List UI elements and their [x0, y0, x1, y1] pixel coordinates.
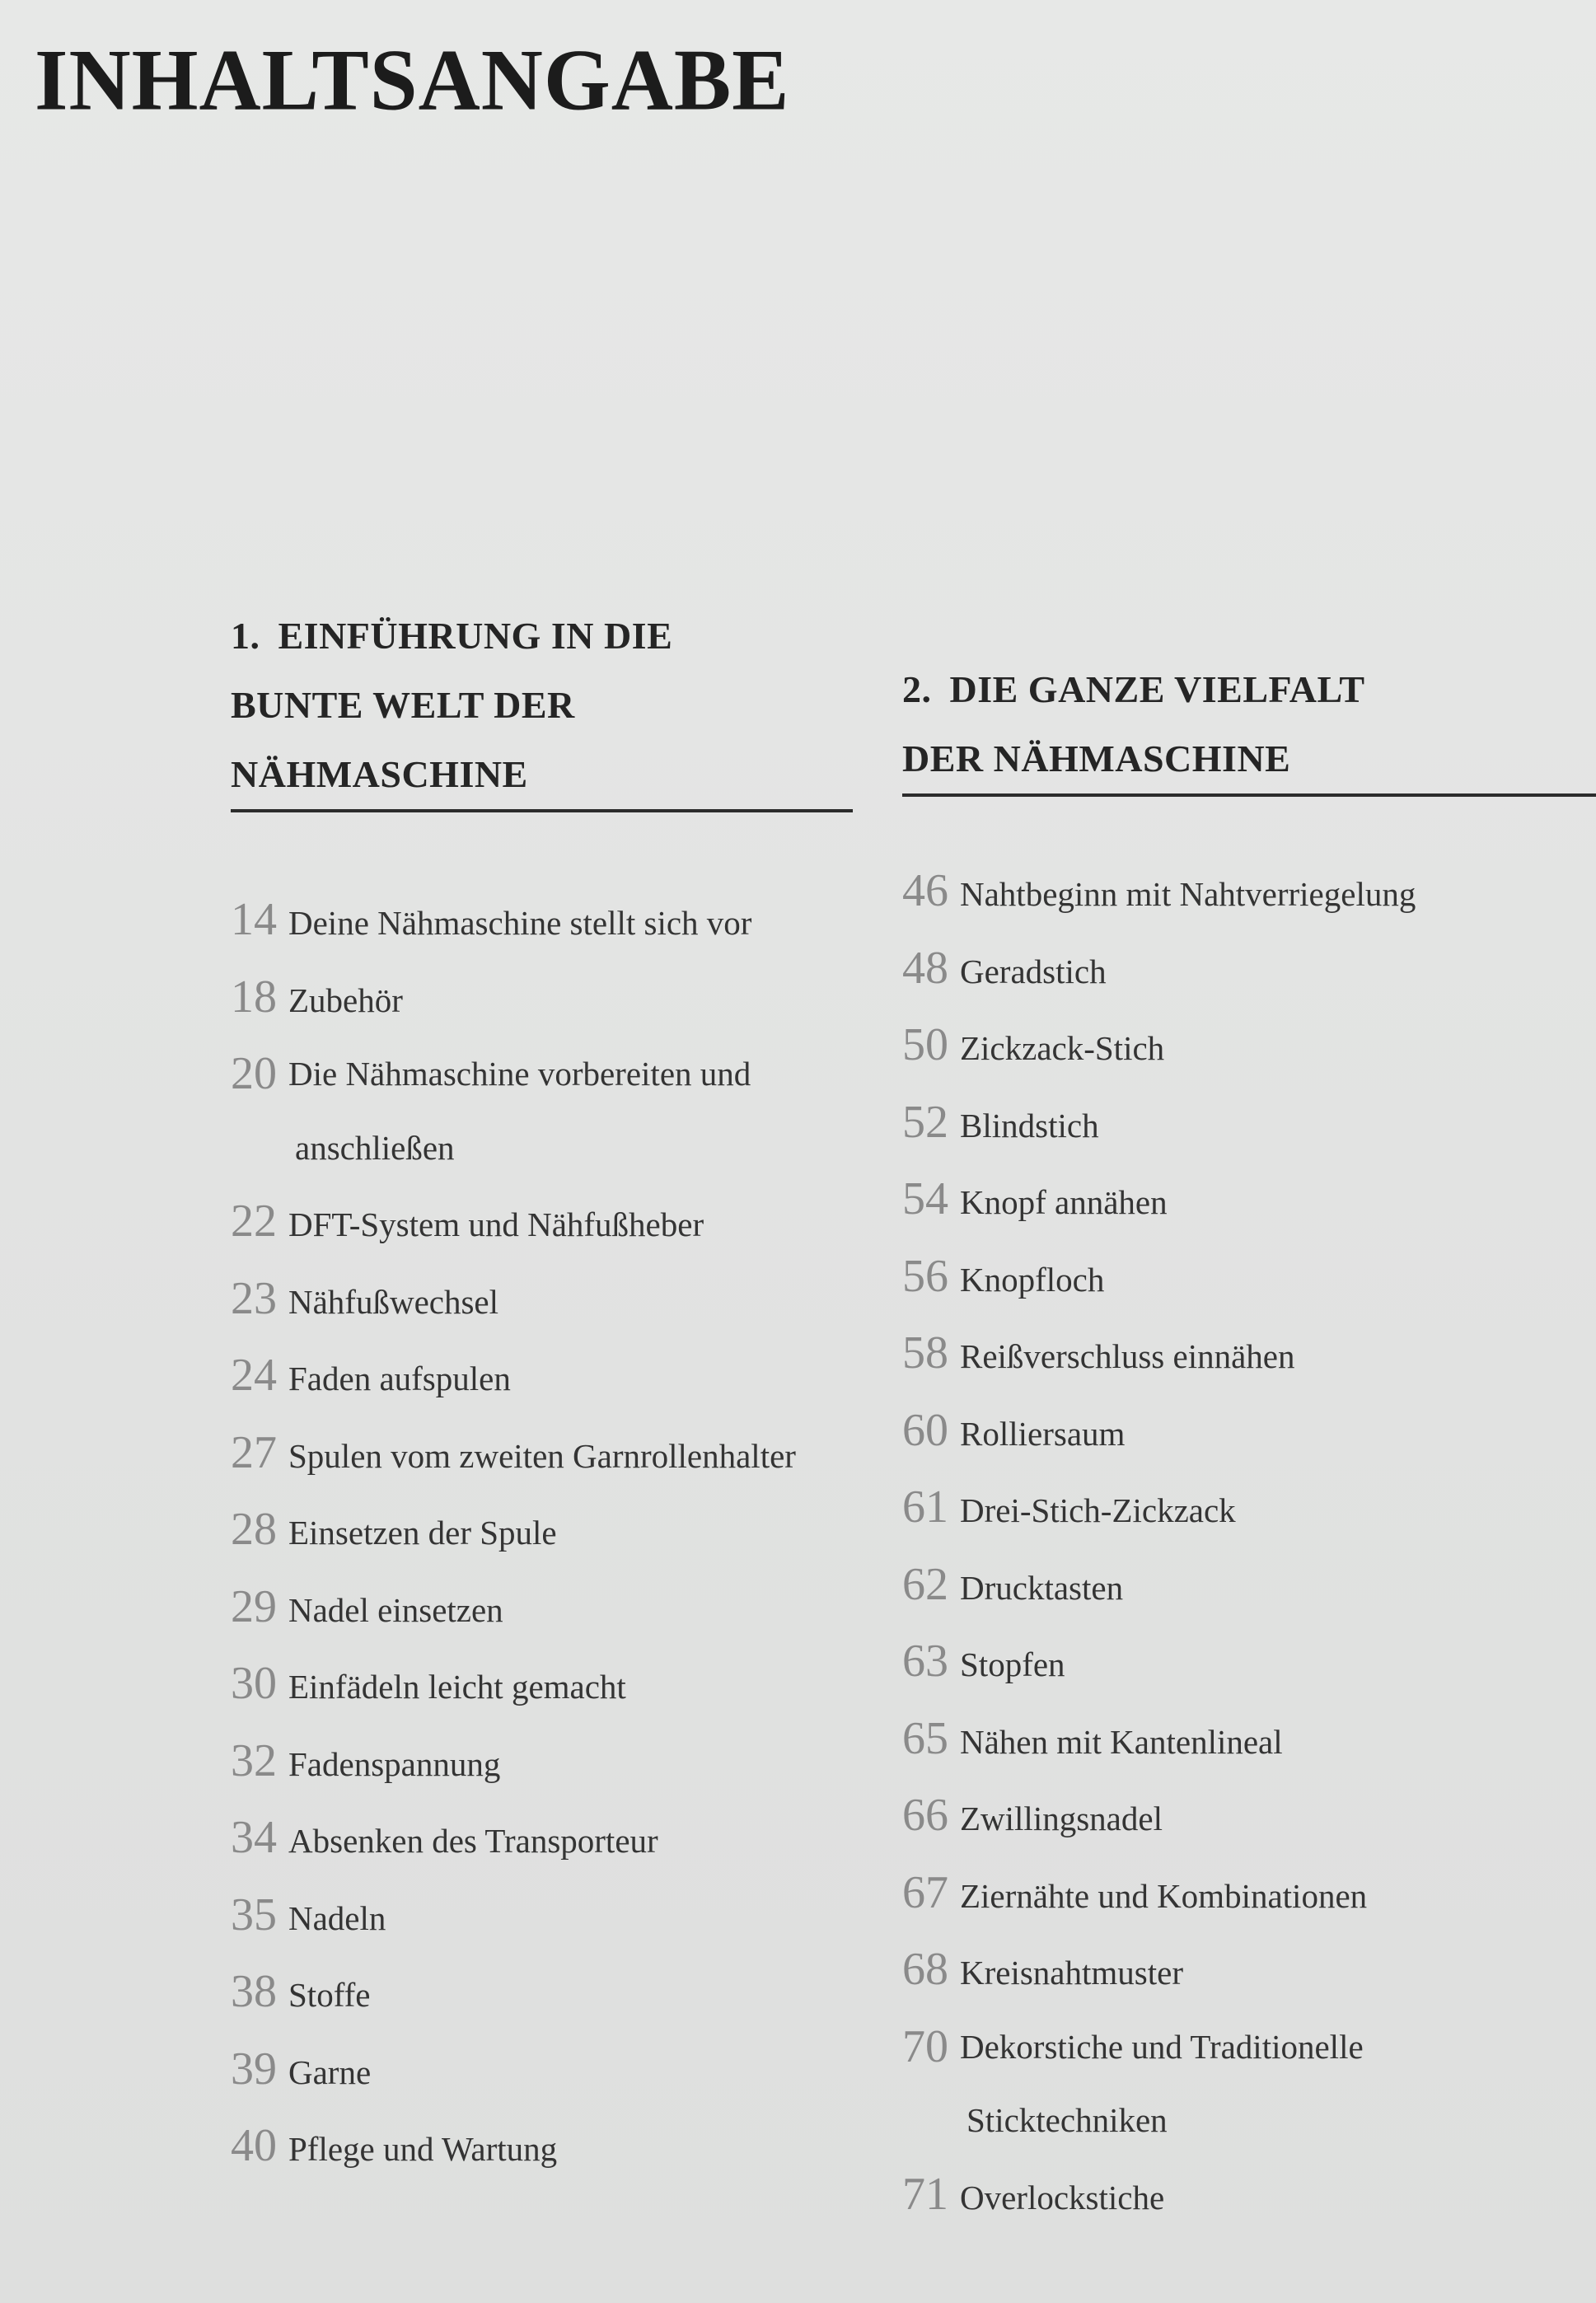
toc-entry [231, 1416, 853, 1494]
toc-page-number: 48 [902, 942, 948, 994]
toc-entry-title: Einfädeln leicht gemacht [288, 1668, 626, 1706]
section-2-heading [902, 655, 1596, 793]
toc-entry [902, 1163, 1596, 1240]
toc-entry [231, 1570, 853, 1648]
toc-page-number: 24 [231, 1350, 277, 1401]
toc-entry-title: Kreisnahtmuster [960, 1954, 1183, 1992]
toc-entry [902, 2158, 1596, 2235]
toc-entry-title-continued: Sticktechniken [966, 2101, 1168, 2139]
toc-page-number: 70 [902, 2020, 948, 2072]
toc-entry-title: Knopf annähen [960, 1183, 1168, 1221]
toc-entry-title: Zickzack-Stich [960, 1029, 1165, 1067]
toc-page-number: 50 [902, 1019, 948, 1070]
toc-entry-title: Stopfen [960, 1645, 1065, 1683]
toc-page-number: 38 [231, 1966, 277, 2017]
toc-entry [231, 1955, 853, 2033]
section-1 [231, 601, 853, 2187]
toc-page-number: 60 [902, 1404, 948, 1456]
toc-entry [231, 1339, 853, 1416]
toc-entry [231, 1725, 853, 1802]
toc-entry [902, 1548, 1596, 1626]
toc-entry [902, 1394, 1596, 1472]
section-2-divider [902, 793, 1596, 797]
section-2-heading-line: DIE GANZE VIELFALT [949, 668, 1365, 710]
toc-page-number: 20 [231, 1048, 277, 1099]
toc-page-number: 56 [902, 1250, 948, 1302]
toc-entry [231, 1801, 853, 1879]
section-1-heading-line: BUNTE WELT DER [231, 684, 575, 726]
toc-entry [231, 2033, 853, 2110]
toc-entry [902, 1317, 1596, 1394]
section-2 [902, 655, 1596, 2235]
page-title: INHALTSANGABE [35, 31, 790, 129]
toc-entry-title: Overlockstiche [960, 2178, 1165, 2216]
section-1-heading-line: NÄHMASCHINE [231, 753, 528, 795]
section-1-heading [231, 601, 853, 809]
toc-entry [902, 1009, 1596, 1086]
toc-page-number: 28 [231, 1504, 277, 1555]
toc-entry-title: Drei-Stich-Zickzack [960, 1491, 1236, 1529]
toc-page-number: 29 [231, 1580, 277, 1632]
toc-entry [231, 1262, 853, 1340]
toc-entry-title: Nähfußwechsel [288, 1282, 499, 1321]
toc-page-number: 14 [231, 894, 277, 945]
toc-page-number: 52 [902, 1096, 948, 1148]
section-2-number: 2. [902, 668, 932, 710]
toc-page-number: 18 [231, 971, 277, 1023]
toc-page-number: 34 [231, 1812, 277, 1863]
toc-entry-title: Spulen vom zweiten Garnrollenhalter [288, 1436, 796, 1475]
toc-entry [902, 1779, 1596, 1856]
toc-entry-title: Pflege und Wartung [288, 2130, 558, 2168]
toc-page-number: 32 [231, 1734, 277, 1786]
toc-entry [902, 1856, 1596, 1934]
toc-entry-title: Die Nähmaschine vorbereiten und [288, 1055, 751, 1093]
toc-page-number: 62 [902, 1558, 948, 1610]
toc-page-number: 40 [231, 2120, 277, 2171]
toc-entry-title: Nähen mit Kantenlineal [960, 1722, 1283, 1761]
toc-page-number: 67 [902, 1866, 948, 1918]
toc-entry-title: Zwillingsnadel [960, 1800, 1163, 1837]
toc-page-number: 30 [231, 1658, 277, 1709]
toc-entry [902, 1702, 1596, 1780]
toc-entry [902, 854, 1596, 932]
toc-page-number: 63 [902, 1636, 948, 1687]
toc-page-number: 54 [902, 1173, 948, 1224]
toc-entry [231, 1647, 853, 1725]
toc-entry [902, 1086, 1596, 1163]
toc-entry-title: Zubehör [288, 981, 403, 1019]
toc-entry-title: Knopfloch [960, 1260, 1105, 1299]
toc-entry-title: Stoffe [288, 1976, 371, 2014]
toc-entry [231, 1185, 853, 1262]
toc-entry [231, 2109, 853, 2187]
toc-entry-title: Garne [288, 2053, 372, 2091]
toc-entry-title: Blindstich [960, 1106, 1099, 1144]
toc-entry [902, 2010, 1596, 2158]
toc-entry-title: DFT-System und Nähfußheber [288, 1205, 704, 1243]
section-1-number: 1. [231, 615, 260, 657]
toc-entry-title: Absenken des Transporteur [288, 1822, 658, 1860]
toc-page-number: 27 [231, 1426, 277, 1478]
toc-entry [231, 961, 853, 1038]
toc-entry-title: Fadenspannung [288, 1744, 501, 1783]
section-2-heading-line: DER NÄHMASCHINE [902, 737, 1291, 779]
toc-entry-title: Geradstich [960, 952, 1107, 990]
toc-entry [231, 1493, 853, 1570]
toc-entry-title: Drucktasten [960, 1568, 1124, 1607]
toc-page-number: 71 [902, 2168, 948, 2220]
section-2-entries [902, 854, 1596, 2235]
toc-entry [902, 1471, 1596, 1548]
toc-entry [902, 1240, 1596, 1318]
toc-entry [231, 1879, 853, 1956]
toc-page-number: 65 [902, 1712, 948, 1764]
toc-entry [902, 932, 1596, 1009]
toc-entry-title: Nadeln [288, 1898, 386, 1937]
toc-page-number: 58 [902, 1327, 948, 1379]
toc-entry-title: Reißverschluss einnähen [960, 1337, 1295, 1375]
toc-entry [231, 883, 853, 961]
toc-entry [231, 1037, 853, 1185]
toc-entry-title: Dekorstiche und Traditionelle [960, 2027, 1364, 2066]
toc-entry-title: Nahtbeginn mit Nahtverriegelung [960, 875, 1416, 913]
toc-page-number: 35 [231, 1889, 277, 1940]
toc-page-number: 39 [231, 2043, 277, 2095]
toc-page-number: 68 [902, 1944, 948, 1995]
toc-page-number: 22 [231, 1196, 277, 1247]
toc-entry-title: Rolliersaum [960, 1414, 1126, 1453]
section-1-heading-line: EINFÜHRUNG IN DIE [278, 615, 673, 657]
section-1-divider [231, 809, 853, 812]
toc-entry-title: Faden aufspulen [288, 1360, 511, 1397]
toc-page-number: 46 [902, 865, 948, 916]
toc-entry-title-continued: anschließen [295, 1128, 455, 1167]
toc-entry-title: Deine Nähmaschine stellt sich vor [288, 904, 752, 942]
section-1-entries [231, 883, 853, 2187]
toc-entry-title: Einsetzen der Spule [288, 1514, 557, 1552]
toc-page-number: 61 [902, 1482, 948, 1533]
toc-entry [902, 1933, 1596, 2010]
toc-page-number: 66 [902, 1790, 948, 1841]
toc-entry [902, 1625, 1596, 1702]
toc-page-number: 23 [231, 1272, 277, 1324]
toc-entry-title: Nadel einsetzen [288, 1590, 503, 1629]
toc-entry-title: Ziernähte und Kombinationen [960, 1876, 1368, 1915]
